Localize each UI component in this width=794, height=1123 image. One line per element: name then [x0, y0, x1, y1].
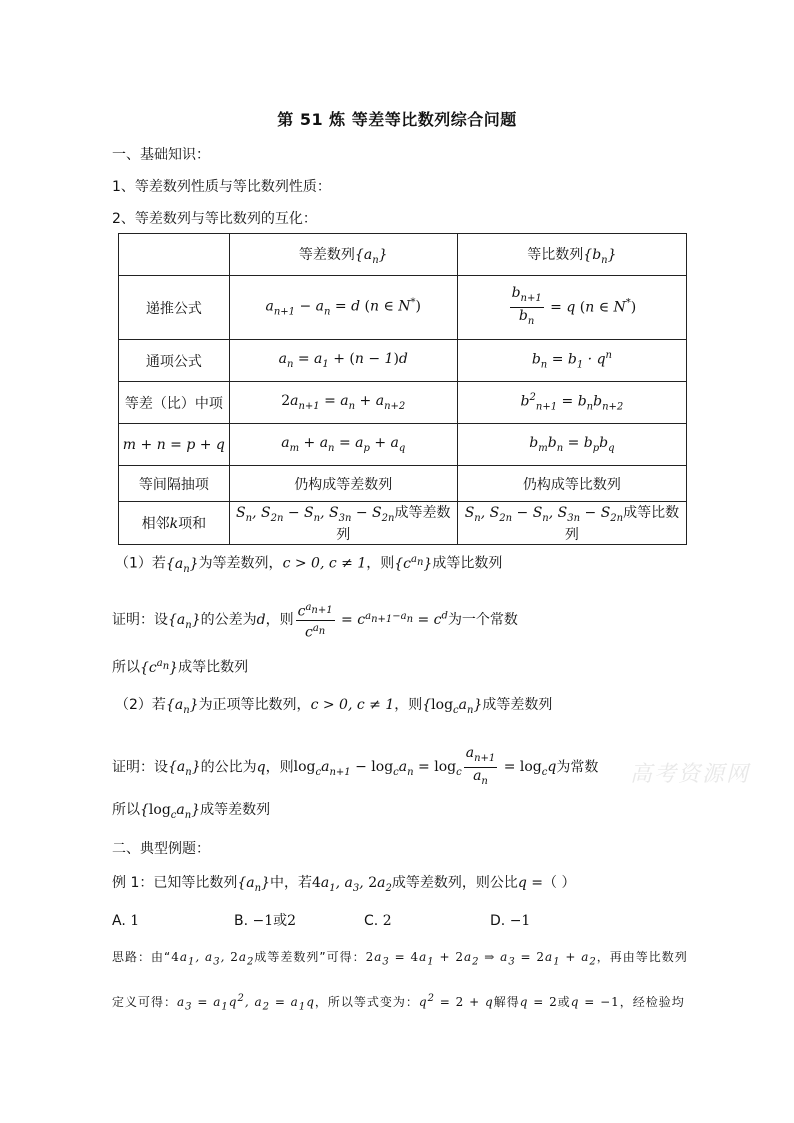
formula: $\{\log_ca_n\}$ [422, 697, 483, 716]
item-conversion: 2、等差数列与等比数列的互化： [112, 211, 317, 227]
formula: $\{a_n\}$ [237, 875, 270, 894]
comparison-table [118, 233, 687, 545]
formula: $\{\log_ca_n\}$ [140, 802, 201, 821]
text: ，所以等式变为： [314, 995, 419, 1009]
table-row [119, 276, 687, 340]
index-arith-formula: $a_m + a_n = a_p + a_q$ [229, 424, 457, 466]
idea-line-1 [112, 947, 688, 972]
table-row [119, 382, 687, 424]
row-label-equal-spaced: 等间隔抽项 [119, 466, 230, 502]
text: （2）若 [115, 697, 166, 713]
adjacent-arith [229, 502, 457, 545]
formula: 2 [287, 913, 297, 929]
property-2 [115, 695, 552, 721]
formula: 1 [130, 913, 140, 929]
text: B. [234, 913, 249, 929]
text: 思路：由“ [112, 950, 172, 964]
text: ，则 [366, 555, 395, 572]
text: 或 [273, 913, 288, 929]
adjacent-geo [457, 502, 686, 545]
text: ，则 [265, 759, 294, 776]
formula: c > 0, c ≠ 1 [310, 697, 395, 713]
text: 成等差数列 [200, 802, 271, 818]
formula: $\{c^{a_n}\}$ [394, 554, 433, 572]
header-geo-label: 等比数列 [527, 246, 584, 263]
general-geo-formula: $b_n = b_1 \cdot q^n$ [457, 340, 686, 382]
formula: $\log_ca_{n+1} - \log_ca_n = \log_c$ $\frac{a_{n+1}}{a_n}$ = $\log_cq$ [293, 745, 557, 787]
row-label-general: 通项公式 [119, 340, 230, 382]
formula: $4a_1$, $a_3$, $2a_2$ [171, 950, 255, 968]
adjacent-geo-formula: $S_n$, $S_{2n} - S_n$, $S_{3n} - S_{2n}$ [464, 505, 624, 524]
text: 例 1：已知等比数列 [112, 875, 238, 891]
row-label-recur: 递推公式 [119, 276, 230, 340]
text: 所以 [112, 659, 140, 676]
formula: d [256, 612, 266, 629]
text: 解得 [493, 995, 520, 1009]
recur-arith-formula: $a_{n+1} - a_n = d$ (n ∈ N*) [229, 276, 457, 340]
equal-spaced-geo: 仍构成等比数列 [457, 466, 686, 502]
index-geo-formula: $b_mb_n = b_pb_q$ [457, 424, 686, 466]
text: ，经检验均 [619, 995, 685, 1009]
text: 证明：设 [112, 759, 168, 776]
formula: $a_3 = a_1q^2$, $a_2 = a_1q$ [177, 993, 315, 1013]
idea-line-2 [112, 989, 685, 1017]
header-arith-label: 等差数列 [298, 246, 355, 263]
watermark: 高考资源网 [630, 762, 751, 787]
option-d [490, 911, 530, 931]
equal-spaced-arith: 仍构成等差数列 [229, 466, 457, 502]
table-row [119, 466, 687, 502]
adjacent-geo-text: 成等比数列 [564, 505, 680, 543]
formula: $\{c^{a_n}\}$ [140, 658, 179, 676]
text: 为等差数列， [198, 555, 283, 572]
proof-1 [112, 600, 518, 640]
text: 为一个常数 [447, 612, 518, 629]
section-typical-examples: 二、典型例题： [112, 841, 210, 857]
section-basic-knowledge: 一、基础知识： [112, 147, 210, 163]
text: 的公差为 [200, 612, 257, 629]
row-label-adjacent [119, 502, 230, 545]
text: （1）若 [115, 555, 166, 572]
header-geo-symbol: $\{b_n\}$ [583, 246, 617, 266]
general-arith-formula: $a_n = a_1 + (n - 1)d$ [229, 340, 457, 382]
formula: −1 [252, 913, 274, 929]
formula: −1 [509, 913, 531, 929]
property-1 [115, 550, 502, 579]
example-1 [112, 873, 575, 899]
formula: c > 0, c ≠ 1 [282, 555, 367, 572]
middle-arith-formula: $2a_{n+1} = a_n + a_{n+2}$ [229, 382, 457, 424]
text: 为常数 [556, 759, 599, 776]
adjacent-label-prefix: 相邻 [141, 515, 170, 532]
text: 定义可得： [112, 995, 178, 1009]
table-header-geo [457, 234, 686, 276]
text: 中，若 [270, 875, 312, 891]
table-row [119, 502, 687, 545]
text: 成等差数列，则公比 [391, 875, 518, 891]
table-row [119, 234, 687, 276]
text: ，再由等比数列 [596, 950, 688, 964]
adjacent-k-symbol: k [169, 515, 179, 532]
option-c [364, 911, 392, 931]
recur-geo-formula: $\frac{b_{n+1}}{b_n}$ = q (n ∈ N*) [457, 276, 686, 340]
formula: q [256, 759, 266, 776]
formula: q = 2 [519, 995, 558, 1009]
formula: $\frac{c^{a_{n+1}}}{c^{a_n}}$ = $c^{a_{n+1}-a_n} = c^d$ [297, 602, 448, 641]
text: C. [364, 913, 379, 929]
adjacent-arith-text: 成等差数列 [336, 505, 451, 543]
proof-2 [112, 745, 598, 790]
text: 或 [557, 995, 571, 1009]
text: 的公比为 [200, 759, 257, 776]
formula: 2 [382, 913, 392, 929]
text: ，则 [394, 697, 423, 713]
conclusion-1 [112, 654, 248, 678]
header-arith-symbol: $\{a_n\}$ [354, 246, 388, 266]
text: 所以 [112, 802, 140, 818]
table-row [119, 340, 687, 382]
conclusion-2 [112, 800, 270, 826]
text: 成等比数列 [432, 555, 503, 572]
middle-geo-formula: $b^2_{n+1} = b_nb_{n+2}$ [457, 382, 686, 424]
text: （ ） [543, 875, 576, 891]
table-row [119, 424, 687, 466]
formula: $\{a_n\}$ [168, 612, 201, 631]
formula: q = −1 [570, 995, 620, 1009]
row-label-middle: 等差（比）中项 [119, 382, 230, 424]
adjacent-arith-formula: $S_n$, $S_{2n} - S_n$, $S_{3n} - S_{2n}$ [236, 505, 395, 524]
table-header-arith [229, 234, 457, 276]
text: 成等比数列 [178, 659, 249, 676]
text: 成等差数列”可得： [254, 950, 366, 964]
formula: $\{a_n\}$ [165, 697, 199, 716]
text: A. [112, 913, 126, 929]
text: 成等差数列 [482, 697, 553, 713]
formula: $q^2 = 2 + q$ [418, 993, 494, 1009]
option-b [234, 911, 296, 931]
page-title: 第 51 炼 等差等比数列综合问题 [277, 110, 517, 129]
text: D. [490, 913, 506, 929]
formula: $4a_1$, $a_3$, $2a_2$ [312, 875, 392, 894]
text: ，则 [265, 612, 294, 629]
formula: $\{a_n\}$ [168, 759, 201, 779]
formula: q = [517, 875, 543, 891]
formula: $2a_3 = 4a_1 + 2a_2$ ⇒ $a_3 = 2a_1 + a_2$ [365, 950, 597, 968]
option-a [112, 911, 139, 931]
text: 证明：设 [112, 612, 168, 629]
row-label-index-condition: m + n = p + q [119, 424, 230, 466]
table-cell-blank [119, 234, 230, 276]
text: 为正项等比数列， [198, 697, 311, 713]
item-properties: 1、等差数列性质与等比数列性质： [112, 179, 331, 195]
formula: $\{a_n\}$ [165, 555, 199, 575]
adjacent-label-suffix: 项和 [178, 515, 207, 532]
